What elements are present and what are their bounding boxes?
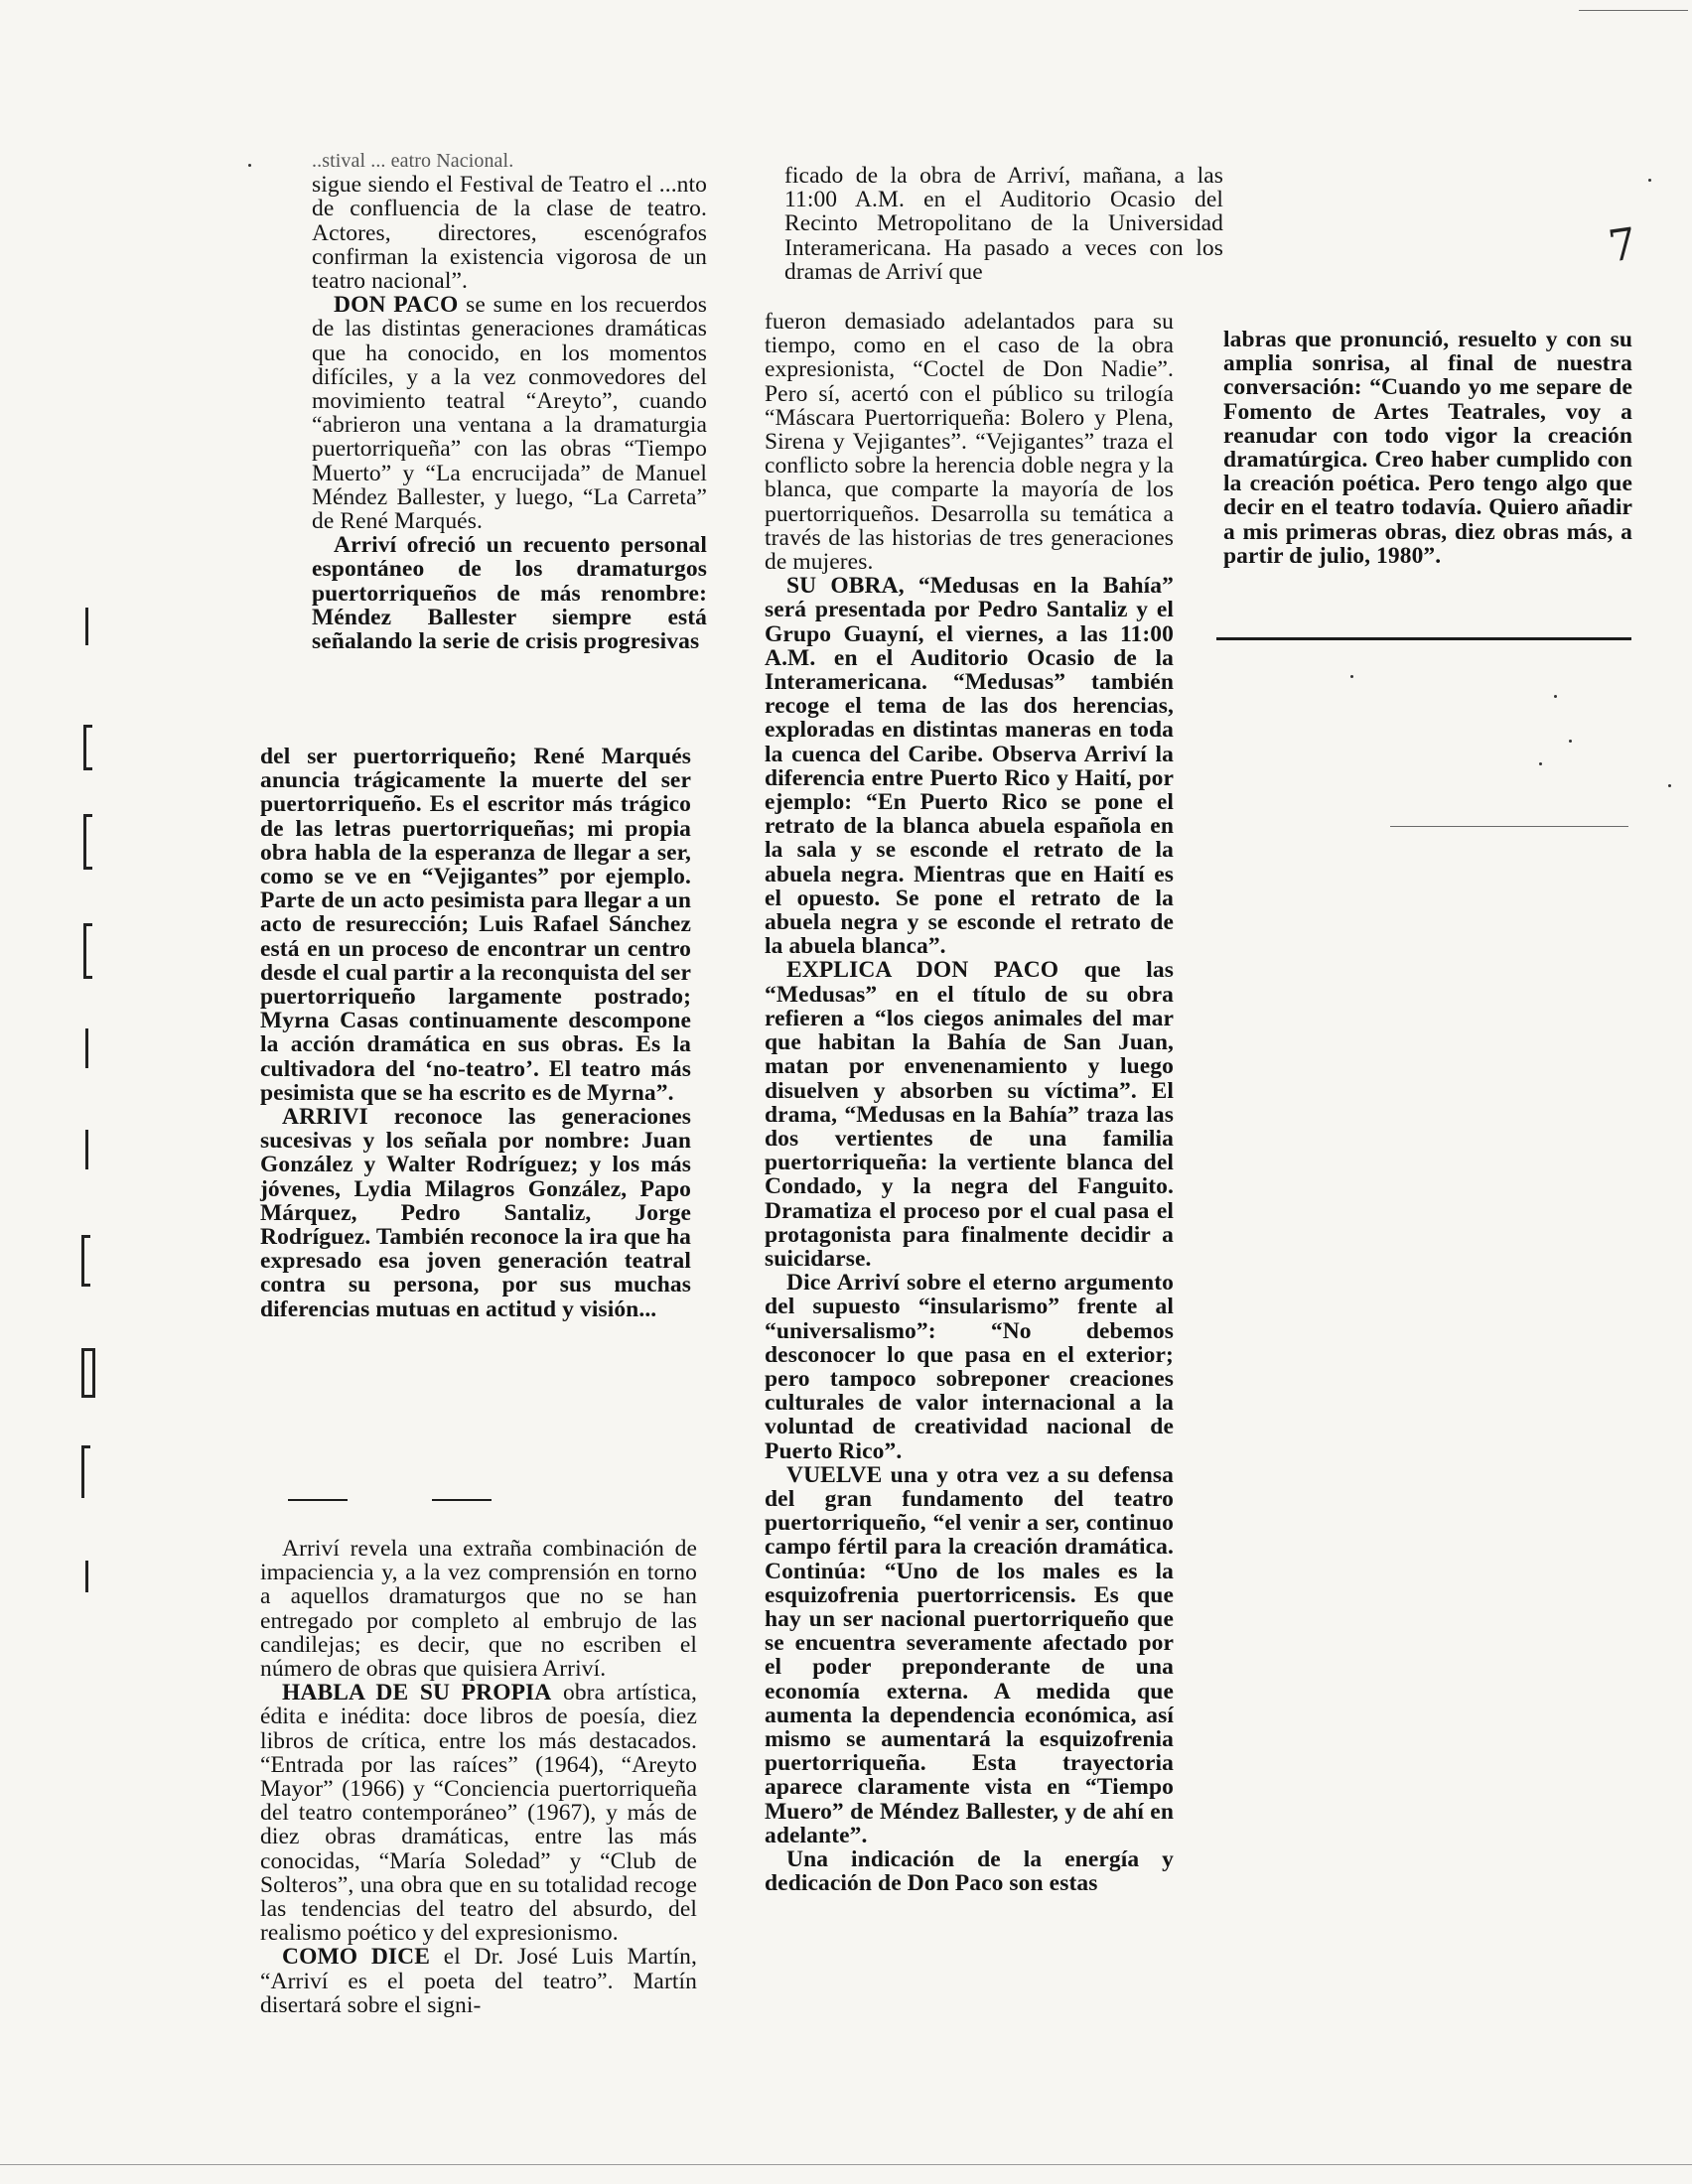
col2-para-5-text: una y otra vez a su defensa del gran fundamento del teatro puertorriqueño, “el venir a ser, continuo campo fértil para la creación dramática. Continúa: “Uno de los males es la esquizofrenia puertorricensis. Es que hay un ser nacional puertorriqueño que se encuentra severamente afectado por el poder preponderante de una economía externa. A medida que aumenta la dependencia económica, así mismo se aumentará la esquizofrenia puertorriqueña. Esta trayectoria aparece claramente vista en “Tiempo Muero” de Méndez Ballester, y de ahí en adelante”. [765,1461,1174,1848]
col1-top-para-1: sigue siendo el Festival de Teatro el ...nto de confluencia de la clase de teatro. Actores, directores, escenógrafos confirman la existencia vigorosa de un teatro nacional”. [312,172,707,295]
column-1-bottom [260,1537,697,2017]
col2-lead-vuelve: VUELVE [786,1461,883,1488]
col1-top-para-3: Arriví ofreció un recuento personal espontáneo de los dramaturgos puertorriqueños de más renombre: Méndez Ballester siempre está señalando la serie de crisis progresivas [312,532,707,655]
column-1-divider [288,1499,348,1501]
scan-speck [1569,740,1572,743]
col1-bottom-para-1: Arriví revela una extraña combinación de impaciencia y, a la vez comprensión en torno a aquellos dramaturgos que no se han entregado por completo al embrujo de las candilejas; es decir, que no escriben el número de obras que quisiera Arriví. [260,1536,697,1683]
col1-bottom-para-3-text: el Dr. José Luis Martín, “Arriví es el poeta del teatro”. Martín disertará sobre el signi- [260,1944,697,2018]
margin-mark-3 [85,1130,88,1169]
col2-para-3-text: que las “Medusas” en el título de su obra refieren a “los ciegos animales del mar que habitan la Bahía de San Juan, matan por envenenamiento y luego disuelven y absorben su víctima”. El drama, “Medusas en la Bahía” traza las dos vertientes de una familia puertorriqueña: la vertiente blanca del Condado, y la negra del Fanguito. Dramatiza el proceso por el cual pasa el protagonista para finalmente decidir a suicidarse. [765,957,1174,1272]
scan-speck [1539,762,1542,765]
col2-para-3 [765,958,1174,1271]
col2-para-2 [765,574,1174,958]
column-2-top [784,164,1223,284]
margin-bracket-2 [83,814,92,870]
margin-bracket-5 [81,1348,95,1398]
margin-mark-4 [85,1561,88,1592]
col1-lead-habla: HABLA DE SU PROPIA [282,1680,552,1706]
column-1-top [312,149,707,653]
col2-para-1: fueron demasiado adelantados para su tiempo, como en el caso de la obra expresionista, “Coctel de Don Nadie”. Pero sí, acertó con el público su trilogía “Máscara Puertorriqueña: Bolero y Plena, Sirena y Vejigantes”. “Vejigantes” traza el conflicto sobre la herencia doble negra y la blanca, que comparte la mayoría de los puertorriqueños. Desarrolla su temática a través de las historias de tres generaciones de mujeres. [765,310,1174,576]
column-1-middle [260,745,691,1321]
col1-bottom-para-2 [260,1681,697,1945]
column-3-bottom-rule [1216,637,1631,640]
column-3-faint-rule [1390,826,1628,827]
col1-lead-don-paco: DON PACO [334,292,459,319]
handwritten-page-number: 7 [1605,218,1640,273]
col1-lead-arrivi: ARRIVI [282,1104,368,1131]
margin-bracket-1 [83,725,92,770]
col1-top-para-2 [312,293,707,533]
col1-bottom-para-3 [260,1945,697,2017]
margin-bracket-3 [83,923,92,979]
col2-para-6: Una indicación de la energía y dedicación de Don Paco son estas [765,1846,1174,1897]
scan-speck [248,164,251,167]
col2-lead-explica: EXPLICA DON PACO [786,957,1059,984]
margin-bracket-6 [81,1445,90,1498]
col2-para-5 [765,1463,1174,1847]
scan-speck [1350,675,1353,678]
col2-para-2-text: “Medusas en la Bahía” será presentada por Pedro Santaliz y el Grupo Guayní, el viernes, a las 11:00 A.M. en el Auditorio Ocasio de la Interamericana. “Medusas” también recoge el tema de las dos herencias, exploradas en distintas maneras en toda la cuenca del Caribe. Observa Arriví la diferencia entre Puerto Rico y Haití, por ejemplo: “En Puerto Rico se pone el retrato de la blanca abuela española en la sala y se esconde el retrato de la abuela negra. Mientras que en Haití es el opuesto. Se pone el retrato de la abuela negra y se esconde el retrato de la abuela blanca”. [765,573,1174,960]
scan-speck [1668,784,1671,787]
margin-mark-2 [85,1028,88,1068]
column-2-main [765,310,1174,1982]
margin-bracket-4 [81,1235,90,1287]
bottom-edge-line [0,2164,1692,2165]
scan-speck [1554,695,1557,698]
col1-lead-como-dice: COMO DICE [282,1944,430,1971]
top-right-scan-mark [1579,10,1688,11]
col1-middle-para-2 [260,1105,691,1321]
col1-bottom-para-2-text: obra artística, édita e inédita: doce libros de poesía, diez libros de crítica, entre los más destacados. “Entrada por las raíces” (1964), “Areyto Mayor” (1966) y “Conciencia puertorriqueña del teatro contemporáneo” (1967), y más de diez obras dramáticas, entre las más conocidas, “María Soledad” y “Club de Solteros”, una obra que en su totalidad recoge las tendencias del teatro del absurdo, del realismo poético y del expresionismo. [260,1680,697,1947]
col2-para-4: Dice Arriví sobre el eterno argumento del supuesto “insularismo” frente al “universalismo”: “No debemos desconocer lo que pasa en el exterior; pero tampoco sobreponer creaciones culturales de valor internacional a la voluntad de creatividad nacional de Puerto Rico”. [765,1270,1174,1464]
col2-lead-su-obra: SU OBRA, [786,573,905,600]
col1-top-para-2-text: se sume en los recuerdos de las distintas generaciones dramáticas que ha conocido, en los momentos difíciles, y a la vez conmovedores del movimiento teatral “Areyto”, cuando “abrieron una ventana a la dramaturgia puertorriqueña” con las obras “Tiempo Muerto” y “La encrucijada” de Manuel Méndez Ballester, y luego, “La Carreta” de René Marqués. [312,292,707,535]
column-3 [1223,328,1632,625]
col1-middle-para-1: del ser puertorriqueño; René Marqués anuncia trágicamente la muerte del ser puertorriqueño. Es el escritor más trágico de las letras puertorriqueñas; mi propia obra habla de la esperanza de llegar a ser, como se ve en “Vejigantes” por ejemplo. Parte de un acto pesimista para llegar a un acto de resurección; Luis Rafael Sánchez está en un proceso de encontrar un centro desde el cual partir a la reconquista del ser puertorriqueño largamente postrado; Myrna Casas continuamente descompone la acción dramática en sus obras. Es la cultivadora del ‘no-teatro’. El teatro más pesimista que se ha escrito es de Myrna”. [260,744,691,1106]
col1-top-fragment: ..stival ... eatro Nacional. [312,150,514,172]
col3-para: labras que pronunció, resuelto y con su amplia sonrisa, al final de nuestra conversación: “Cuando yo me separe de Fomento de Artes Teatrales, voy a reanudar con todo vigor la creación dramatúrgica. Creo haber cumplido con la creación poética. Pero tengo algo que decir en el teatro todavía. Quiero añadir a mis primeras obras, diez obras más, a partir de julio, 1980”. [1223,328,1632,569]
column-1-divider-2 [432,1499,492,1501]
scan-speck [1648,179,1651,182]
col2-top-para: ficado de la obra de Arriví, mañana, a las 11:00 A.M. en el Auditorio Ocasio del Recinto Metropolitano de la Universidad Interamericana. Ha pasado a veces con los dramas de Arriví que [784,163,1223,285]
col1-middle-para-2-text: reconoce las generaciones sucesivas y los señala por nombre: Juan González y Walter Rodríguez; y los más jóvenes, Lydia Milagros González, Papo Márquez, Pedro Santaliz, Jorge Rodríguez. También reconoce la ira que ha expresado esa joven generación teatral contra su persona, por sus muchas diferencias mutuas en actitud y visión... [260,1104,691,1322]
margin-mark-1 [85,608,88,645]
